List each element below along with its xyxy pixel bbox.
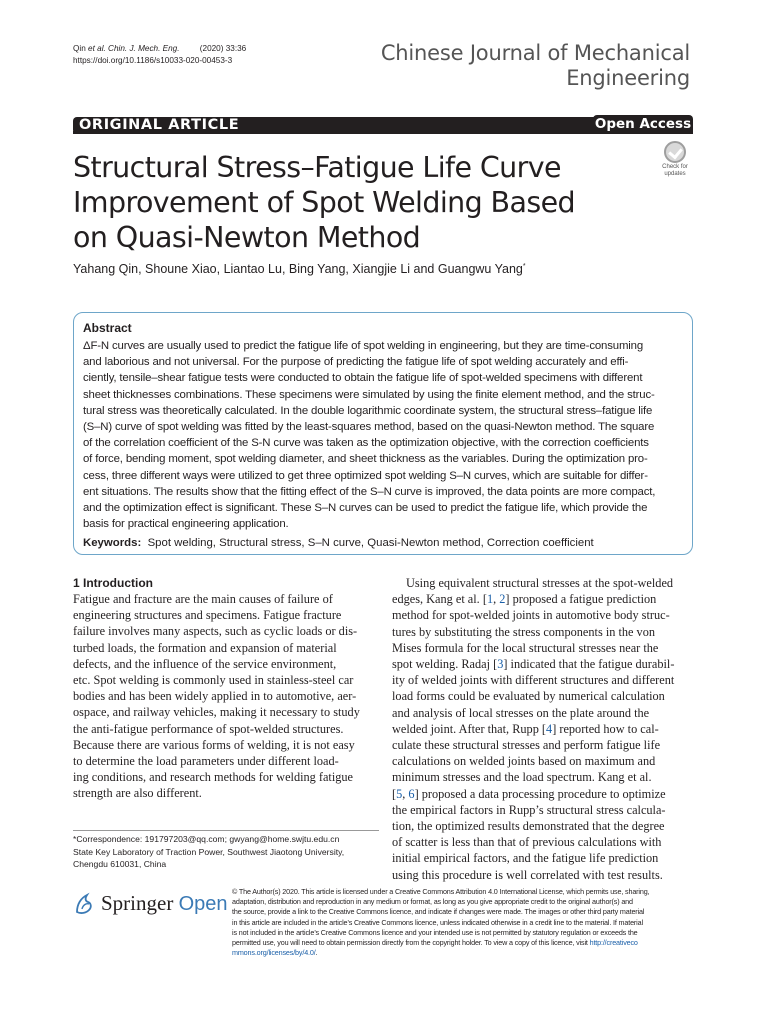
keywords-list: Spot welding, Structural stress, S–N curve, Quasi-Newton method, Correction coefficient — [147, 537, 594, 550]
title-line2: Improvement of Spot Welding Based — [73, 186, 576, 219]
license-line: © The Author(s) 2020. This article is licensed under a Creative Commons Attribution 4.0 International License, which permits use, sharing, — [232, 887, 650, 896]
check-updates-label: Check for updates — [662, 164, 688, 177]
citation-journal: et al. Chin. J. Mech. Eng. — [88, 44, 180, 53]
article-title — [73, 150, 633, 255]
keywords-label: Keywords: — [83, 537, 142, 550]
abstract-heading: Abstract — [83, 321, 132, 335]
text-run: ] proposed a data processing procedure to optimize — [414, 786, 666, 801]
license-link[interactable]: http://creativeco — [589, 938, 638, 948]
journal-title-line1: Chinese Journal of Mechanical — [380, 41, 690, 65]
citation-link[interactable]: 5 — [396, 786, 403, 801]
text-line: engineering structures and specimens. Fatigue fracture — [73, 608, 342, 623]
abstract-line: basis for practical engineering application. — [83, 518, 289, 531]
citation-link[interactable]: 2 — [499, 592, 506, 607]
text-line: etc. Spot welding is commonly used in stainless-steel car — [73, 673, 354, 688]
text-line — [392, 721, 698, 737]
abstract-line: ΔF-N curves are usually used to predict the fatigue life of spot welding in engineering, but they are time-consuming — [83, 340, 644, 352]
text-line: Mises formula for the local structural stresses near the — [392, 640, 659, 655]
license-line: is not included in the article’s Creative Commons licence and your intended use is not permitted by statutory regulation or exceeds the — [232, 927, 638, 937]
text-run: , — [493, 592, 500, 607]
text-line: Because there are various forms of welding, it is not easy — [73, 737, 355, 752]
journal-title — [381, 41, 690, 91]
check-for-updates-button[interactable] — [656, 141, 694, 181]
text-line: method for spot-welded joints in automotive body struc- — [392, 608, 670, 623]
abstract-line: sheet thicknesses combinations. These specimens were simulated by using the finite element method, and the struc- — [83, 388, 655, 401]
license-line: the source, provide a link to the Creative Commons licence, and indicate if changes were made. The images or other third party material — [232, 907, 645, 917]
text-line — [392, 591, 698, 607]
text-line: load forms could be evaluated by numerical calculation — [392, 689, 665, 704]
text-run: edges, Kang et al. [ — [392, 592, 487, 607]
springer-open-suffix: Open — [178, 892, 228, 915]
text-line: calculations on welded joints based on maximum and — [392, 754, 656, 769]
text-line: Fatigue and fracture are the main causes of failure of — [73, 592, 333, 606]
abstract-line: and laborious and not universal. For the purpose of predicting the fatigue life of spot welding accurately and effi- — [83, 356, 629, 369]
text-line: Using equivalent structural stresses at the spot-welded — [406, 576, 674, 590]
abstract-line: and the optimization effect is significant. These S–N curves can be used to predict the fatigue life, which provide the — [83, 502, 648, 515]
doi-link[interactable]: https://doi.org/10.1186/s10033-020-00453-3 — [73, 56, 233, 65]
open-access-badge: Open Access — [594, 116, 692, 132]
abstract-line: (S–N) curve of spot welding was fitted by the least-squares method, based on the quasi-Newton method. The square — [83, 421, 655, 434]
springer-wordmark — [101, 891, 228, 916]
article-type-bar — [73, 117, 693, 134]
text-run: [ — [392, 786, 397, 801]
license-line — [232, 948, 694, 958]
citation-prefix: Qin — [73, 44, 89, 53]
journal-title-line2: Engineering — [566, 66, 690, 90]
text-line: of scatter is less than that of previous calculations with — [392, 835, 662, 850]
citation-year: (2020) 33:36 — [199, 44, 247, 53]
abstract-line: tural stress was theoretically calculated. In the double logarithmic coordinate system, the structural stress–fatigue life — [83, 404, 653, 417]
text-line: tures by substituting the stress components in the von — [392, 624, 655, 639]
text-line: the empirical factors in Rupp’s structural stress calcula- — [392, 802, 666, 817]
abstract-box — [73, 312, 693, 555]
text-line: using this procedure is well correlated with test results. — [392, 867, 663, 882]
text-run: . — [315, 948, 318, 958]
license-line: in this article are included in the article’s Creative Commons licence, unless indicated otherwise in a credit line to the material. If material — [232, 917, 643, 927]
text-line: ospace, and railway vehicles, making it necessary to study — [73, 705, 360, 720]
author-list — [73, 262, 526, 276]
license-line — [232, 938, 694, 948]
text-line: strength are also different. — [73, 786, 202, 801]
abstract-line: of the correlation coefficient of the S-N curve was taken as the optimization objective, with the correction coefficients — [83, 437, 649, 450]
text-line: initial empirical factors, and the fatigue life prediction — [392, 851, 659, 866]
section-heading-introduction: 1 Introduction — [73, 576, 153, 590]
text-run: ] reported how to cal- — [552, 721, 659, 736]
authors-names: Yahang Qin, Shoune Xiao, Liantao Lu, Bing Yang, Xiangjie Li and Guangwu Yang — [73, 262, 523, 276]
affiliation-line: Chengdu 610031, China — [73, 859, 167, 869]
text-line — [392, 656, 698, 672]
abstract-line: cess, three different ways were utilized to get three optimized spot welding S–N curves, which are suitable for differ- — [83, 469, 648, 482]
citation-link[interactable]: 3 — [497, 657, 504, 672]
text-run: permitted use, you will need to obtain permission directly from the copyright holder. To view a copy of this licence, visit — [232, 938, 590, 948]
correspondence-emails: *Correspondence: 191797203@qq.com; gwyang@home.swjtu.edu.cn — [73, 834, 340, 844]
text-line — [392, 786, 698, 802]
text-run: ] indicated that the fatigue durabil- — [503, 657, 675, 672]
text-line: bodies and has been widely applied in to automotive, aer- — [73, 689, 357, 704]
text-line: failure involves many aspects, such as cyclic loads or dis- — [73, 624, 358, 639]
abstract-line: ciently, tensile–shear fatigue tests were conducted to obtain the fatigue life of spot-welded specimens with different — [83, 372, 643, 385]
text-run: spot welding. Radaj [ — [392, 657, 498, 672]
text-line: minimum stresses and the load spectrum. Kang et al. — [392, 770, 652, 785]
keywords — [83, 535, 683, 551]
article-type-label: ORIGINAL ARTICLE — [73, 117, 601, 134]
text-line: tion, the optimized results demonstrated that the degree — [392, 819, 665, 834]
title-line1: Structural Stress–Fatigue Life Curve — [73, 151, 561, 184]
title-line3: on Quasi-Newton Method — [73, 221, 421, 254]
column-left — [73, 575, 379, 802]
springer-open-logo — [73, 886, 228, 920]
text-line: and analysis of local stresses on the plate around the — [392, 705, 650, 720]
affiliation-line: State Key Laboratory of Traction Power, Southwest Jiaotong University, — [73, 846, 345, 857]
springer-horse-icon — [73, 890, 95, 916]
text-line: defects, and the influence of the service environment, — [73, 656, 337, 671]
citation-link[interactable]: 6 — [408, 786, 415, 801]
text-run: welded joint. After that, Rupp [ — [392, 721, 547, 736]
correspondence-footnote — [73, 830, 379, 871]
text-run: , — [402, 786, 409, 801]
intro-paragraph-1 — [73, 591, 379, 802]
citation-link[interactable]: 4 — [546, 721, 553, 736]
check-updates-icon — [664, 141, 686, 163]
text-line: the anti-fatigue performance of spot-welded structures. — [73, 721, 344, 736]
text-line: ing conditions, and research methods for welding fatigue — [73, 770, 354, 785]
corresponding-mark: * — [522, 262, 526, 270]
citation — [73, 44, 180, 53]
text-line: to determine the load parameters under different load- — [73, 754, 339, 769]
text-line: ity of welded joints with different structures and different — [392, 673, 675, 688]
text-line: culate these structural stresses and perform fatigue life — [392, 738, 661, 753]
abstract-line: of force, bending moment, spot welding diameter, and sheet thickness as the variables. During the optimization pro- — [83, 453, 648, 466]
license-link[interactable]: mmons.org/licenses/by/4.0/ — [232, 948, 316, 958]
license-line: adaptation, distribution and reproduction in any medium or format, as long as you give appropriate credit to the original author(s) and — [232, 897, 633, 907]
abstract-text — [83, 338, 683, 532]
springer-name: Springer — [101, 890, 174, 915]
text-line: turbed loads, the formation and expansion of material — [73, 640, 337, 655]
text-run: ] proposed a fatigue prediction — [505, 592, 657, 607]
citation-link[interactable]: 1 — [486, 592, 494, 607]
abstract-line: ent situations. The results show that the fitting effect of the S–N curve is improved, the data points are more compact, — [83, 485, 656, 498]
citation-meta — [73, 43, 264, 67]
column-right — [392, 575, 698, 883]
license-notice — [232, 887, 694, 958]
